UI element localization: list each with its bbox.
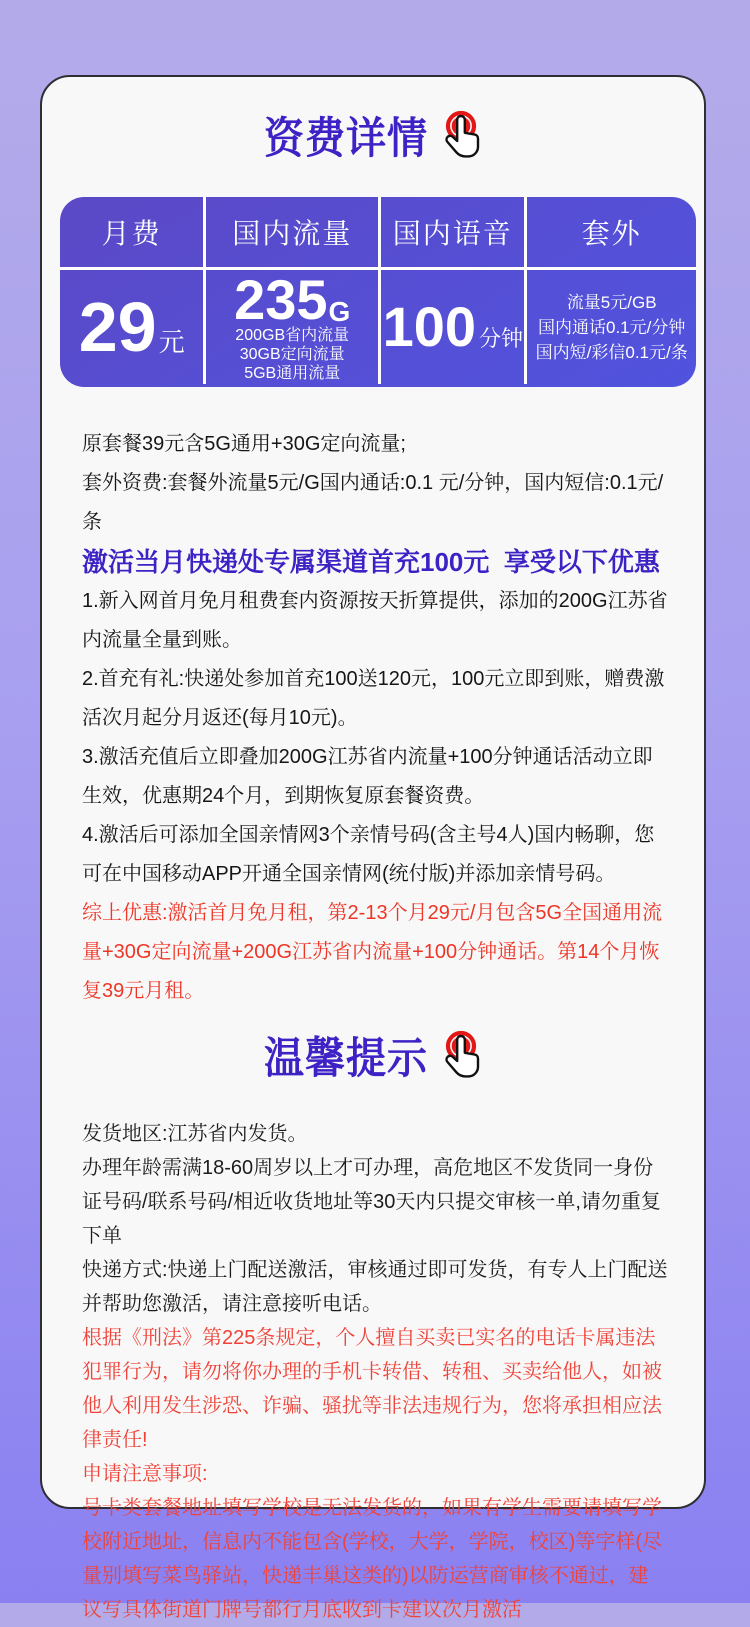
plan-card <box>40 75 706 1621</box>
data-allowance-cell <box>206 270 381 384</box>
voice-minutes-cell <box>381 270 527 384</box>
data-detail-general: 5GB通用流量 <box>244 364 341 382</box>
plan-table <box>60 197 696 387</box>
out-of-plan-sms-rate: 国内短/彩信0.1元/条 <box>535 342 688 362</box>
voice-minutes-value: 100 <box>382 294 476 358</box>
note-out-of-plan-rates: 套外资费:套餐外流量5元/G国内通话:0.1 元/分钟，国内短信:0.1元/条 <box>82 472 664 533</box>
tips-title-row <box>42 1027 704 1091</box>
note-benefit-2: 2.首充有礼:快递处参加首充100送120元，100元立即到账，赠费激活次月起分月返还(每月10元)。 <box>82 668 665 729</box>
out-of-plan-cell <box>527 270 696 384</box>
monthly-fee-value: 29 <box>78 287 157 366</box>
data-detail-province: 200GB省内流量 <box>235 326 350 344</box>
tips-section-title: 温馨提示 <box>264 1035 428 1083</box>
tip-shipping-region: 发货地区:江苏省内发货。 <box>82 1123 308 1145</box>
tip-delivery-method: 快递方式:快递上门配送激活，审核通过即可发货，有专人上门配送并帮助您激活，请注意接听电话。 <box>82 1259 668 1315</box>
out-of-plan-data-rate: 流量5元/GB <box>566 292 657 312</box>
data-allowance-unit: G <box>328 295 351 327</box>
note-summary-offer: 综上优惠:激活首月免月租，第2-13个月29元/月包含5G全国通用流量+30G定向流量+200G江苏省内流量+100分钟通话。第14个月恢复39元月租。 <box>82 902 663 1002</box>
tip-age-requirement: 办理年龄需满18-60周岁以上才可办理，高危地区不发货同一身份证号码/联系号码/相近收货地址等30天内只提交审核一单,请勿重复下单 <box>82 1157 661 1247</box>
col-header-domestic-data: 国内流量 <box>206 197 381 270</box>
data-detail-directed: 30GB定向流量 <box>239 345 345 363</box>
voice-minutes-unit: 分钟 <box>479 326 524 352</box>
col-header-domestic-voice: 国内语音 <box>381 197 527 270</box>
tips-notes <box>42 1091 704 1627</box>
note-benefit-1: 1.新入网首月免月租费套内资源按天折算提供，添加的200G江苏省内流量全量到账。 <box>82 590 668 651</box>
tap-finger-icon <box>434 110 482 170</box>
note-benefit-4: 4.激活后可添加全国亲情网3个亲情号码(含主号4人)国内畅聊，您可在中国移动APP开通全国亲情网(统付版)并添加亲情号码。 <box>82 824 655 885</box>
tip-application-notes-title: 申请注意事项: <box>82 1463 208 1485</box>
monthly-fee-unit: 元 <box>158 327 185 358</box>
note-original-plan: 原套餐39元含5G通用+30G定向流量; <box>82 433 406 455</box>
col-header-monthly-fee: 月费 <box>60 197 206 270</box>
data-allowance-value: 235 <box>234 268 328 332</box>
col-header-out-of-plan: 套外 <box>527 197 696 270</box>
fee-notes <box>42 387 704 1011</box>
out-of-plan-call-rate: 国内通话0.1元/分钟 <box>538 317 686 337</box>
fee-title-row <box>42 107 704 171</box>
tip-legal-warning: 根据《刑法》第225条规定，个人擅自买卖已实名的电话卡属违法犯罪行为，请勿将你办理的手机卡转借、转租、买卖给他人，如被他人利用发生涉恐、诈骗、骚扰等非法违规行为，您将承担相应法律责任! <box>82 1327 662 1451</box>
fee-section-title: 资费详情 <box>264 115 428 163</box>
tap-finger-icon <box>434 1030 482 1090</box>
note-benefit-3: 3.激活充值后立即叠加200G江苏省内流量+100分钟通话活动立即生效，优惠期24个月，到期恢复原套餐资费。 <box>82 746 653 807</box>
note-recharge-offer-headline: 激活当月快递处专属渠道首充100元 享受以下优惠 <box>82 547 660 577</box>
monthly-fee-cell <box>60 270 206 384</box>
tip-address-warning: 号卡类套餐地址填写学校是无法发货的，如果有学生需要请填写学校附近地址，信息内不能包含(学校，大学，学院，校区)等字样(尽量别填写菜鸟驿站，快递丰巢这类的)以防运营商审核不通过，建议写具体街道门牌号都行月底收到卡建议次月激活 <box>82 1497 662 1621</box>
